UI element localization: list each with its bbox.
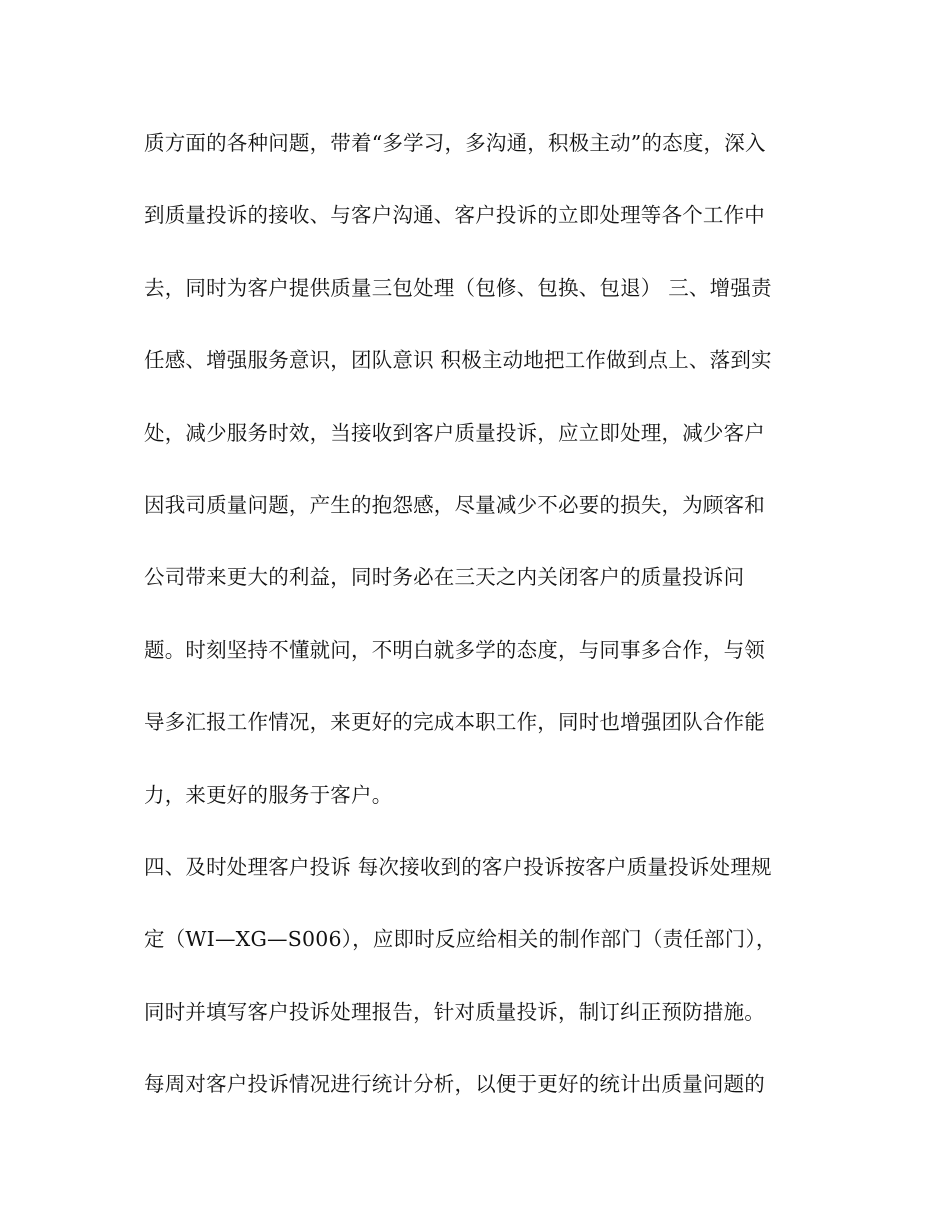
text-line: 任感、增强服务意识，团队意识 积极主动地把工作做到点上、落到实 [144, 348, 772, 373]
text-line: 到质量投诉的接收、与客户沟通、客户投诉的立即处理等各个工作中 [144, 203, 765, 228]
text-line: 同时并填写客户投诉处理报告，针对质量投诉，制订纠正预防措施。 [144, 999, 765, 1024]
text-line: 题。时刻坚持不懂就问，不明白就多学的态度，与同事多合作，与领 [144, 637, 765, 662]
body-text [144, 118, 814, 1131]
text-line: 定（WI—XG—S006），应即时反应给相关的制作部门（责任部门）， [144, 927, 777, 952]
text-line: 导多汇报工作情况，来更好的完成本职工作，同时也增强团队合作能 [144, 710, 765, 735]
text-line: 处，减少服务时效，当接收到客户质量投诉，应立即处理，减少客户 [144, 420, 765, 445]
text-line: 力，来更好的服务于客户。 [144, 782, 393, 807]
text-line: 去，同时为客户提供质量三包处理（包修、包换、包退） 三、增强责 [144, 275, 772, 300]
text-line: 质方面的各种问题，带着“多学习，多沟通，积极主动”的态度，深入 [144, 131, 766, 155]
text-line: 每周对客户投诉情况进行统计分析，以便于更好的统计出质量问题的 [144, 1072, 765, 1097]
text-line: 四、及时处理客户投诉 每次接收到的客户投诉按客户质量投诉处理规 [144, 854, 772, 879]
text-line: 公司带来更大的利益，同时务必在三天之内关闭客户的质量投诉问 [144, 565, 745, 590]
text-line: 因我司质量问题，产生的抱怨感，尽量减少不必要的损失，为顾客和 [144, 492, 765, 517]
